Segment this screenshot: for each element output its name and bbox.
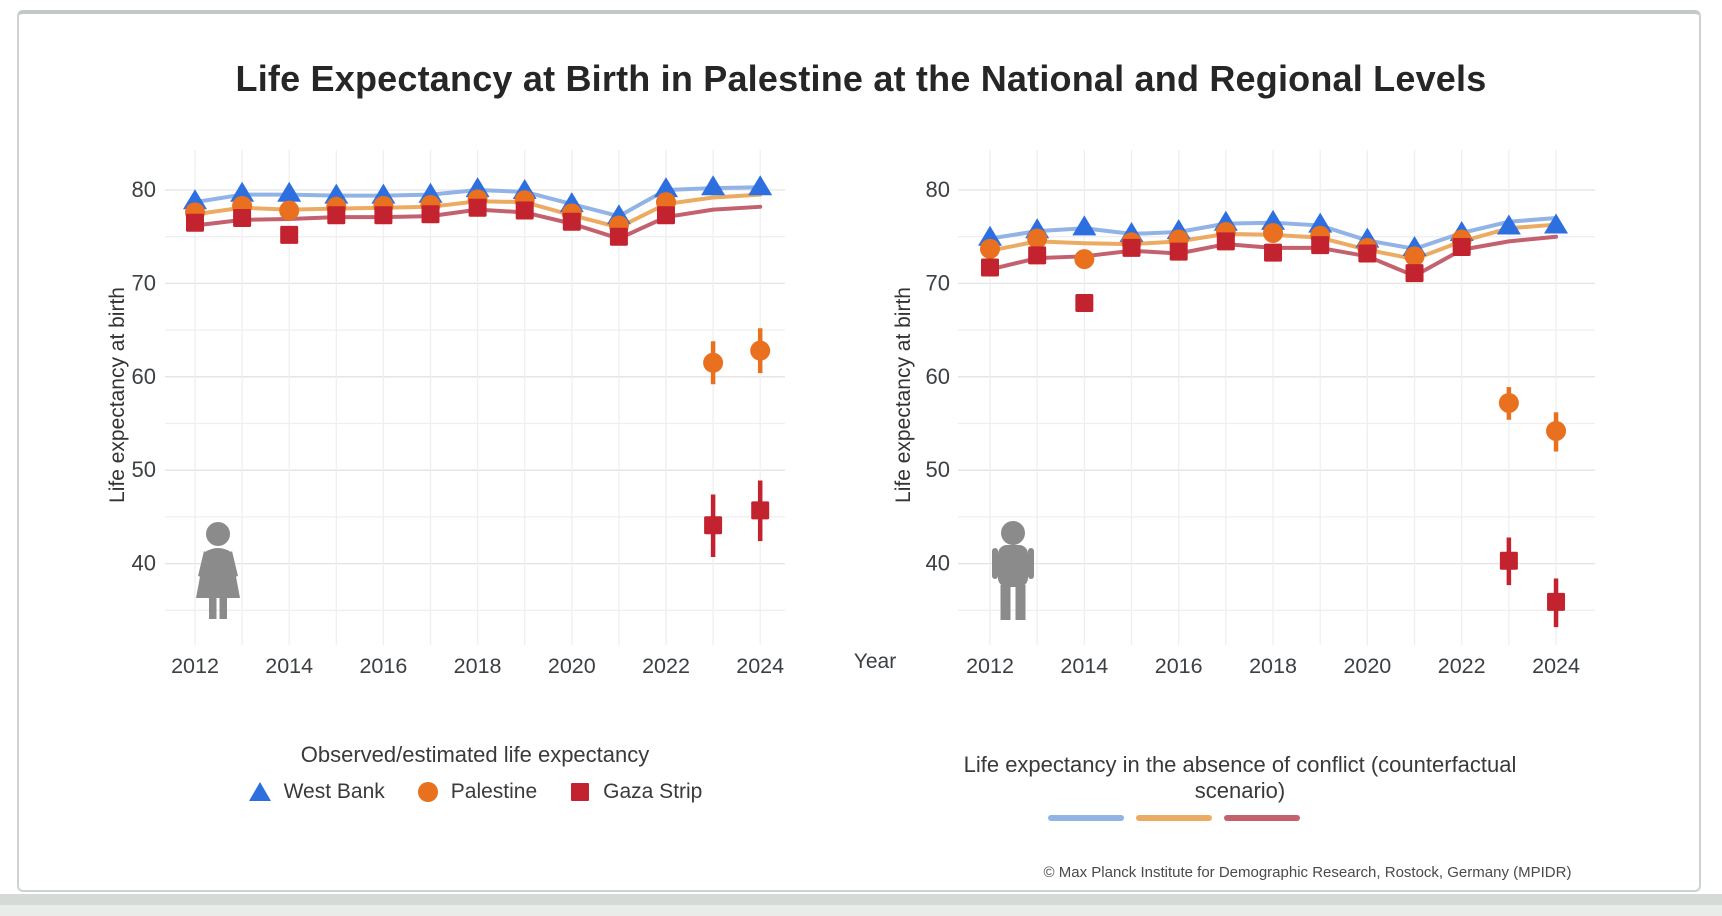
square-marker xyxy=(469,199,487,217)
x-tick-label: 2016 xyxy=(1154,654,1203,678)
head xyxy=(206,522,230,546)
right-leg xyxy=(1016,585,1026,620)
west-bank-triangle-icon xyxy=(248,781,272,803)
x-tick-label: 2018 xyxy=(453,654,502,678)
bottom-border-strip xyxy=(0,894,1722,905)
square-marker xyxy=(1547,593,1565,611)
right-arm xyxy=(1028,548,1034,579)
square-marker xyxy=(327,206,345,224)
circle-marker xyxy=(1546,421,1566,441)
circle-marker xyxy=(279,201,299,221)
female-panel xyxy=(106,150,785,678)
triangle-marker xyxy=(748,175,772,195)
square-marker xyxy=(1264,244,1282,262)
square-marker xyxy=(374,206,392,224)
male-icon xyxy=(992,521,1034,620)
legend-label: West Bank xyxy=(283,780,385,803)
x-tick-label: 2016 xyxy=(359,654,408,678)
x-tick-label: 2014 xyxy=(265,654,314,678)
triangle-marker xyxy=(1072,215,1096,235)
legend-item-west-bank xyxy=(248,780,385,804)
triangle-marker xyxy=(277,182,301,202)
y-tick-label: 40 xyxy=(131,550,156,576)
circle-marker xyxy=(1027,229,1047,249)
legend-label: Palestine xyxy=(450,780,538,803)
square-marker xyxy=(704,516,722,534)
square-marker xyxy=(1217,232,1235,250)
circle-marker xyxy=(750,341,770,361)
legend-label: Gaza Strip xyxy=(603,780,703,803)
observed-legend xyxy=(165,780,785,804)
west-bank-line-swatch xyxy=(1048,815,1124,821)
x-axis-title: Year xyxy=(853,650,897,673)
square-marker xyxy=(1170,243,1188,261)
square-marker xyxy=(751,501,769,519)
square-marker xyxy=(233,209,251,227)
square-marker xyxy=(1406,264,1424,282)
square-marker xyxy=(563,213,581,231)
square-marker xyxy=(657,206,675,224)
gaza-line-swatch xyxy=(1224,815,1300,821)
left-arm xyxy=(992,548,998,579)
y-axis-title: Life expectancy at birth xyxy=(106,287,129,503)
y-tick-label: 70 xyxy=(925,270,950,296)
left-leg xyxy=(209,598,217,619)
square-marker xyxy=(610,228,628,246)
square-marker xyxy=(1500,552,1518,570)
square-marker xyxy=(1123,239,1141,257)
y-tick-label: 50 xyxy=(925,457,950,483)
bottom-background-strip xyxy=(0,905,1722,916)
legend-item-palestine xyxy=(417,780,537,804)
circle-marker xyxy=(1405,246,1425,266)
square-marker xyxy=(1075,294,1093,312)
square-marker xyxy=(422,205,440,223)
x-tick-label: 2024 xyxy=(1532,654,1580,678)
right-leg xyxy=(220,598,228,619)
x-tick-label: 2024 xyxy=(736,654,785,678)
circle-marker xyxy=(1263,223,1283,243)
y-tick-label: 60 xyxy=(925,363,950,389)
circle-marker xyxy=(1074,249,1094,269)
square-marker xyxy=(186,214,204,232)
square-marker xyxy=(981,259,999,277)
copyright-credit: © Max Planck Institute for Demographic Research, Rostock, Germany (MPIDR) xyxy=(1043,864,1572,881)
square-marker xyxy=(280,226,298,244)
y-tick-label: 70 xyxy=(131,270,156,296)
x-tick-label: 2012 xyxy=(966,654,1014,678)
x-tick-label: 2020 xyxy=(547,654,596,678)
circle-marker xyxy=(703,353,723,373)
counterfactual-legend-swatches xyxy=(1048,815,1300,821)
x-tick-label: 2014 xyxy=(1060,654,1109,678)
square-marker xyxy=(1358,245,1376,263)
y-tick-label: 80 xyxy=(131,177,156,202)
y-tick-label: 80 xyxy=(925,177,950,202)
counterfactual-legend-title: Life expectancy in the absence of conflict (counterfactual scenario) xyxy=(963,752,1517,803)
x-tick-label: 2022 xyxy=(642,654,690,678)
chart-title: Life Expectancy at Birth in Palestine at the National and Regional Levels xyxy=(235,58,1487,99)
triangle-marker xyxy=(701,175,725,195)
square-marker xyxy=(1311,236,1329,254)
palestine-circle-icon xyxy=(417,781,439,803)
male-panel xyxy=(892,150,1595,678)
square-marker xyxy=(1028,246,1046,264)
legend-item-gaza-strip xyxy=(569,780,702,804)
x-tick-label: 2012 xyxy=(171,654,219,678)
gaza-strip-square-icon xyxy=(569,781,591,803)
circle-marker xyxy=(980,239,1000,259)
torso xyxy=(998,545,1028,587)
observed-legend-title: Observed/estimated life expectancy xyxy=(300,742,650,767)
square-marker xyxy=(516,202,534,220)
square-marker xyxy=(1453,238,1471,256)
y-tick-label: 40 xyxy=(925,550,950,576)
y-tick-label: 60 xyxy=(131,363,156,389)
head xyxy=(1001,521,1025,545)
y-tick-label: 50 xyxy=(131,457,156,483)
left-leg xyxy=(1001,585,1011,620)
female-icon xyxy=(196,522,240,619)
x-tick-label: 2022 xyxy=(1437,654,1486,678)
x-tick-label: 2018 xyxy=(1249,654,1297,678)
y-axis-title: Life expectancy at birth xyxy=(892,287,915,503)
palestine-line-swatch xyxy=(1136,815,1212,821)
x-tick-label: 2020 xyxy=(1343,654,1392,678)
circle-marker xyxy=(1499,393,1519,413)
